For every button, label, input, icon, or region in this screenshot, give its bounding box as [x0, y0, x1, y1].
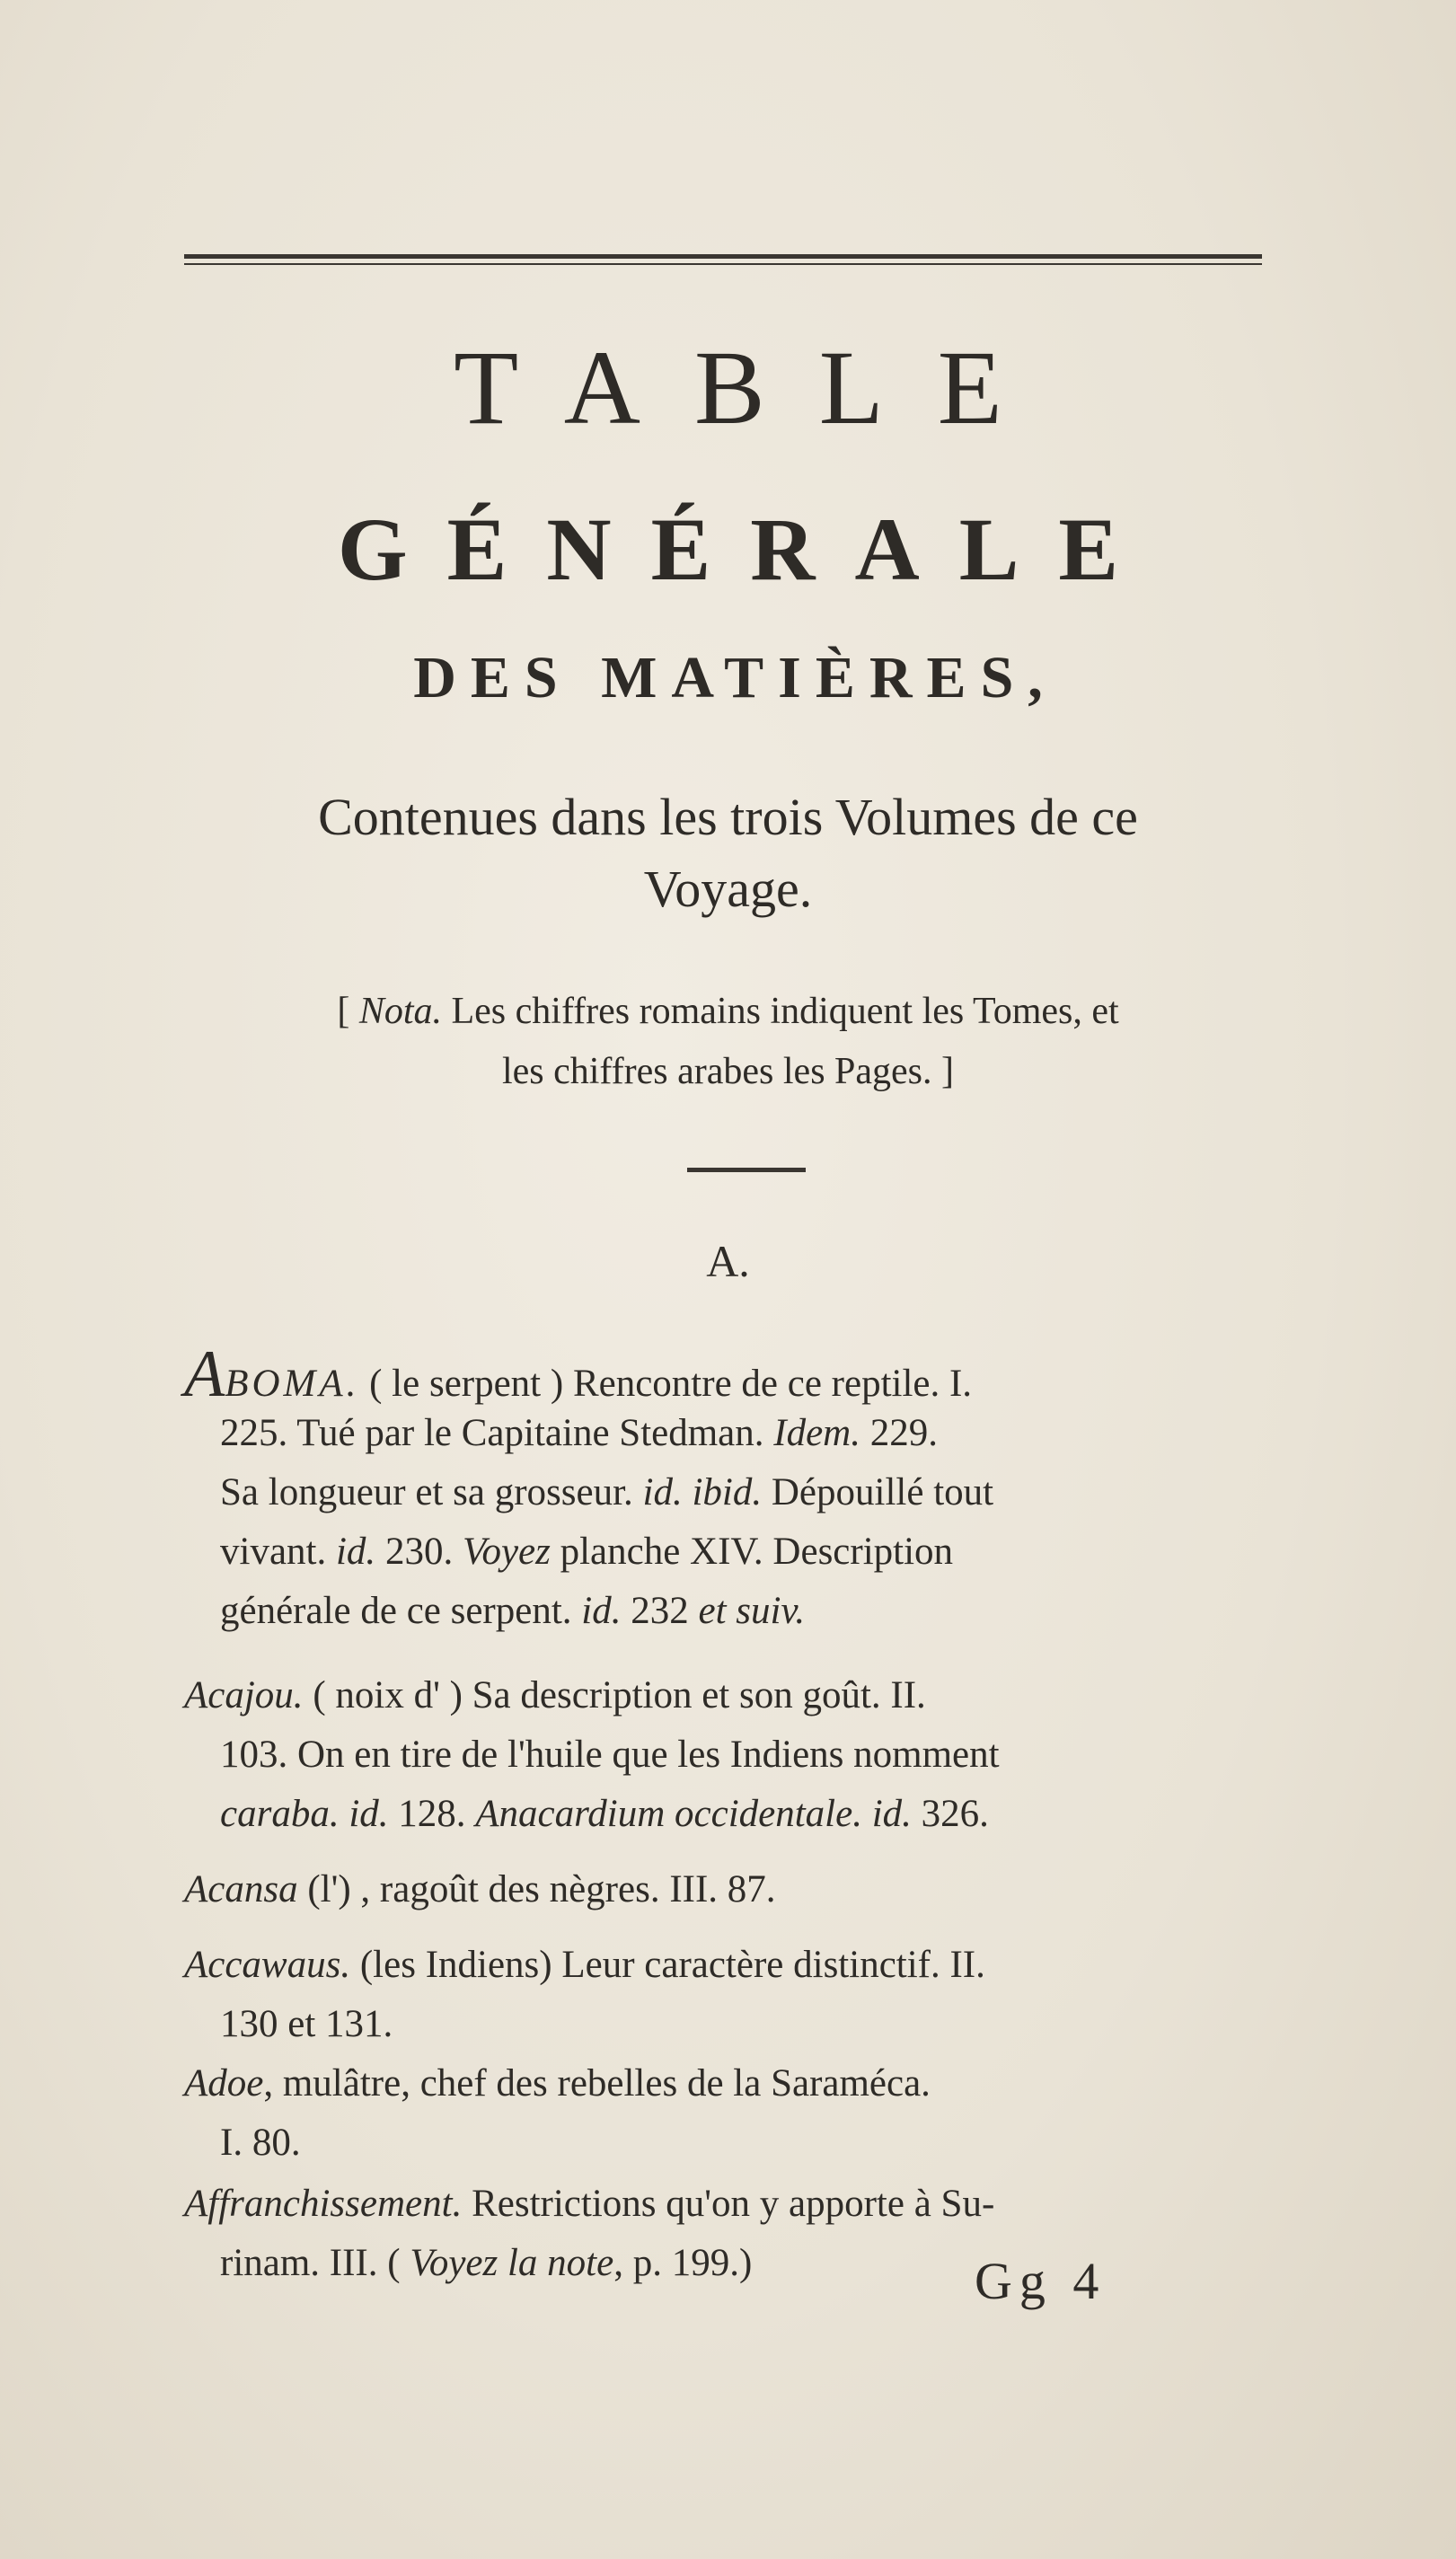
entry-accawaus-text-1: (les Indiens) Leur caractère distinctif. II.: [350, 1944, 985, 1986]
entry-affranchissement-line-1: [184, 2179, 994, 2229]
entry-acajou-line-2: 103. On en tire de l'huile que les Indiens nomment: [220, 1734, 1000, 1776]
entry-aboma-line-3: [220, 1468, 993, 1518]
entry-affranchissement-head: Affranchissement.: [184, 2183, 463, 2225]
nota-line-1: [0, 986, 1456, 1037]
entry-aboma-text-4b: id.: [335, 1531, 376, 1573]
nota-label: Nota.: [358, 991, 442, 1032]
entry-aboma-text-2b: Idem.: [773, 1412, 860, 1454]
entry-acajou-head: Acajou.: [184, 1674, 304, 1716]
entry-aboma-text-1: ( le serpent ) Rencontre de ce reptile. I.: [359, 1363, 973, 1405]
entry-affranchissement-text-2c: , p. 199.): [613, 2242, 753, 2284]
entry-aboma-text-4a: vivant.: [220, 1531, 336, 1573]
section-divider: [687, 1168, 806, 1172]
section-letter: A.: [706, 1236, 750, 1286]
title-line-1: TABLE: [454, 329, 1056, 446]
entry-aboma-text-3c: Dépouillé tout: [762, 1471, 994, 1513]
subtitle-line-1: Contenues dans les trois Volumes de ce: [318, 788, 1138, 846]
entry-adoe-line-1: [184, 2059, 931, 2109]
entry-aboma-text-4d: Voyez: [462, 1531, 551, 1573]
entry-aboma-text-5c: 232: [621, 1590, 699, 1632]
entry-acansa-line-1: [184, 1865, 776, 1915]
entry-aboma-line-5: [220, 1586, 805, 1637]
nota-line-2: les chiffres arabes les Pages. ]: [501, 1051, 955, 1092]
entry-aboma-text-5a: générale de ce serpent.: [220, 1590, 582, 1632]
entry-aboma-text-5b: id.: [581, 1590, 622, 1632]
signature-mark: Gg 4: [975, 2252, 1107, 2310]
entry-aboma-line-1: [184, 1337, 973, 1411]
entry-acajou-text-3c: Anacardium occidentale. id.: [475, 1793, 912, 1835]
subtitle-line-2: Voyage.: [643, 860, 813, 918]
entry-acajou-text-1: ( noix d' ) Sa description et son goût. II.: [303, 1674, 926, 1716]
entry-acajou-line-3: [220, 1789, 989, 1840]
entry-aboma-text-4e: planche XIV. Description: [550, 1531, 954, 1573]
header-double-rule: [184, 254, 1262, 265]
entry-aboma-text-4c: 230.: [375, 1531, 463, 1573]
entry-acajou-text-3d: 326.: [911, 1793, 989, 1835]
entry-accawaus-head: Accawaus.: [184, 1944, 351, 1986]
entry-aboma-text-2a: 225. Tué par le Capitaine Stedman.: [220, 1412, 774, 1454]
entry-aboma-text-3b: id. ibid.: [642, 1471, 763, 1513]
entry-adoe-head: Adoe: [184, 2062, 264, 2105]
entry-affranchissement-text-1: Restrictions qu'on y apporte à Su-: [462, 2183, 995, 2225]
entry-affranchissement-text-2a: rinam. III. (: [220, 2242, 410, 2284]
entry-adoe-line-2: I. 80.: [220, 2122, 301, 2164]
entry-affranchissement-line-2: [220, 2238, 752, 2289]
entry-aboma-line-2: [220, 1408, 938, 1459]
entry-aboma-head: BOMA.: [225, 1363, 360, 1405]
entry-accawaus-line-1: [184, 1940, 985, 1990]
title-line-2: GÉNÉRALE: [337, 499, 1159, 599]
title-line-3: DES MATIÈRES,: [413, 645, 1057, 710]
entry-accawaus-line-2: 130 et 131.: [220, 2003, 393, 2045]
entry-acajou-text-3a: caraba. id.: [220, 1793, 389, 1835]
nota-open-bracket: [: [337, 991, 359, 1032]
nota-text-1: Les chiffres romains indiquent les Tomes, et: [442, 991, 1119, 1032]
entry-aboma-text-2c: 229.: [860, 1412, 938, 1454]
entry-acajou-text-3b: 128.: [388, 1793, 476, 1835]
entry-aboma-text-3a: Sa longueur et sa grosseur.: [220, 1471, 643, 1513]
entry-acajou-line-1: [184, 1671, 926, 1721]
entry-adoe-text-1: , mulâtre, chef des rebelles de la Saraméca.: [263, 2062, 931, 2105]
entry-acansa-text-1: (l') , ragoût des nègres. III. 87.: [297, 1868, 776, 1910]
entry-aboma-text-5d: et suiv.: [698, 1590, 806, 1632]
entry-affranchissement-text-2b: Voyez la note: [410, 2242, 614, 2284]
entry-aboma-line-4: [220, 1527, 953, 1577]
entry-acansa-head: Acansa: [184, 1868, 298, 1910]
entry-aboma-initial: A: [184, 1337, 225, 1411]
